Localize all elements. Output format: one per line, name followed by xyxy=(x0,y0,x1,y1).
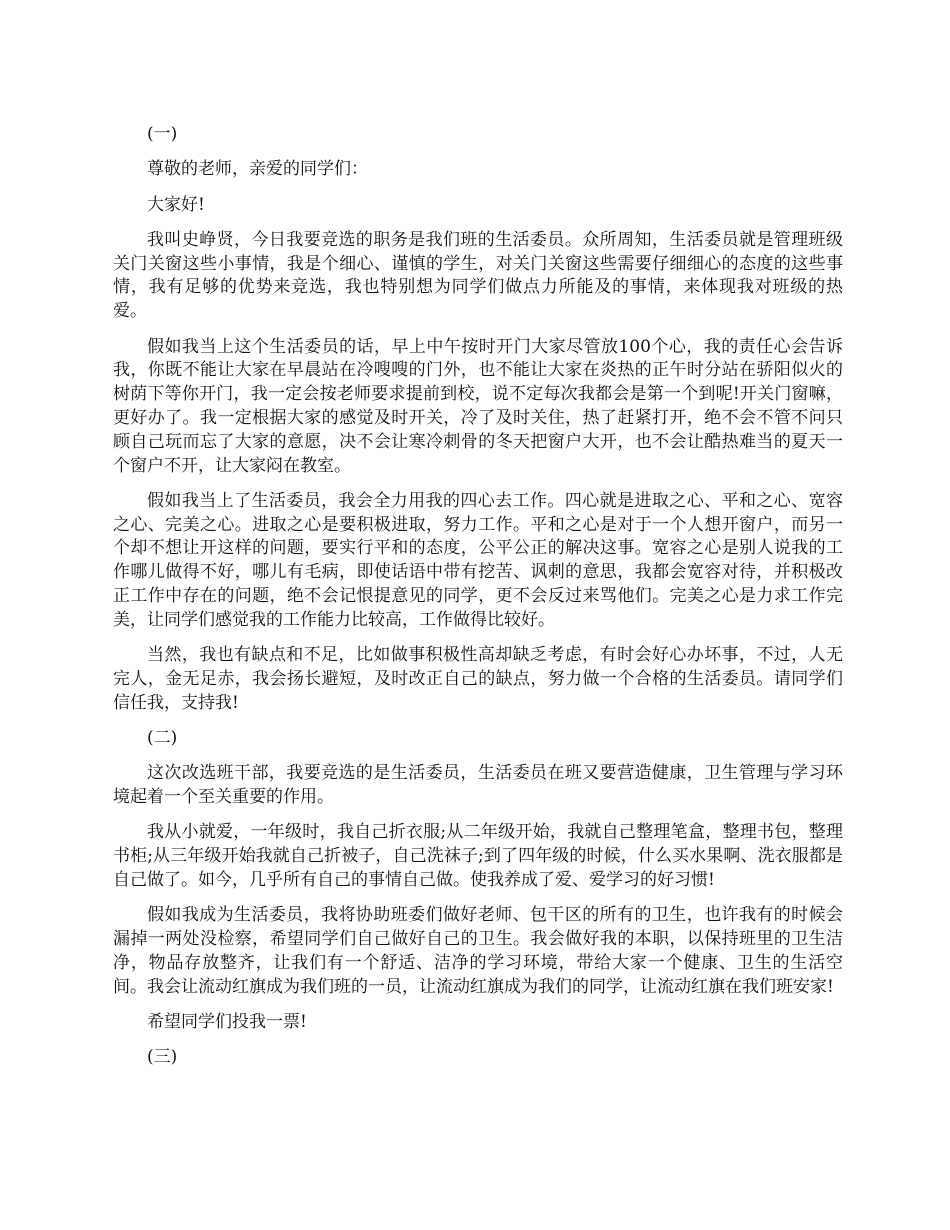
paragraph: 我从小就爱，一年级时，我自己折衣服;从二年级开始，我就自己整理笔盒，整理书包，整理书柜;从三年级开始我就自己折被子，自己洗袜子;到了四年级的时候，什么买水果啊、洗衣服都是自己做了。如今，几乎所有自己的事情自己做。使我养成了爱、爱学习的好习惯! xyxy=(113,822,844,891)
document-body xyxy=(113,123,843,1082)
section-heading-3: (三) xyxy=(147,1047,178,1068)
paragraph: 我叫史峥贤，今日我要竞选的职务是我们班的生活委员。众所周知，生活委员就是管理班级关门关窗这些小事情，我是个细心、谨慎的学生，对关门关窗这些需要仔细细心的态度的这些事情，我有足够的优势来竞选，我也特别想为同学们做点力所能及的事情，来体现我对班级的热爱。 xyxy=(113,229,843,322)
closing-line: 希望同学们投我一票! xyxy=(147,1012,307,1032)
section-heading-2: (二) xyxy=(147,728,178,749)
salutation: 尊敬的老师，亲爱的同学们： xyxy=(147,159,368,180)
paragraph: 当然，我也有缺点和不足，比如做事积极性高却缺乏考虑，有时会好心办坏事，不过，人无完人，金无足赤，我会扬长避短，及时改正自己的缺点，努力做一个合格的生活委员。请同学们信任我，支持我! xyxy=(113,645,843,713)
paragraph: 假如我当上这个生活委员的话，早上中午按时开门大家尽管放100个心，我的责任心会告诉我，你既不能让大家在早晨站在冷嗖嗖的门外，也不能让大家在炎热的正午时分站在骄阳似火的树荫下等你开门，我一定会按老师要求提前到校，说不定每次我都会是第一个到呢!开关门窗嘛，更好办了。我一定根据大家的感觉及时开关，冷了及时关住，热了赶紧打开，绝不会不管不问只顾自己玩而忘了大家的意愿，决不会让寒冷刺骨的冬天把窗户大开，也不会让酷热难当的夏天一个窗户不开，让大家闷在教室。 xyxy=(113,336,843,476)
greeting: 大家好! xyxy=(147,194,205,215)
paragraph: 假如我成为生活委员，我将协助班委们做好老师、包干区的所有的卫生，也许我有的时候会漏掉一两处没检察，希望同学们自己做好自己的卫生。我会做好我的本职，以保持班里的卫生洁净，物品存放整齐，让我们有一个舒适、洁净的学习环境，带给大家一个健康、卫生的生活空间。我会让流动红旗成为我们班的一员，让流动红旗成为我们的同学，让流动红旗在我们班安家! xyxy=(113,905,843,997)
paragraph: 假如我当上了生活委员，我会全力用我的四心去工作。四心就是进取之心、平和之心、宽容之心、完美之心。进取之心是要积极进取，努力工作。平和之心是对于一个人想开窗户，而另一个却不想让开这样的问题，要实行平和的态度，公平公正的解决这事。宽容之心是别人说我的工作哪儿做得不好，哪儿有毛病，即使话语中带有挖苦、讽刺的意思，我都会宽容对待，并积极改正工作中存在的问题，绝不会记恨提意见的同学，更不会反过来骂他们。完美之心是力求工作完美，让同学们感觉我的工作能力比较高，工作做得比较好。 xyxy=(113,490,843,630)
paragraph: 这次改选班干部，我要竞选的是生活委员，生活委员在班又要营造健康，卫生管理与学习环境起着一个至关重要的作用。 xyxy=(113,763,843,808)
section-heading-1: (一) xyxy=(147,124,178,144)
